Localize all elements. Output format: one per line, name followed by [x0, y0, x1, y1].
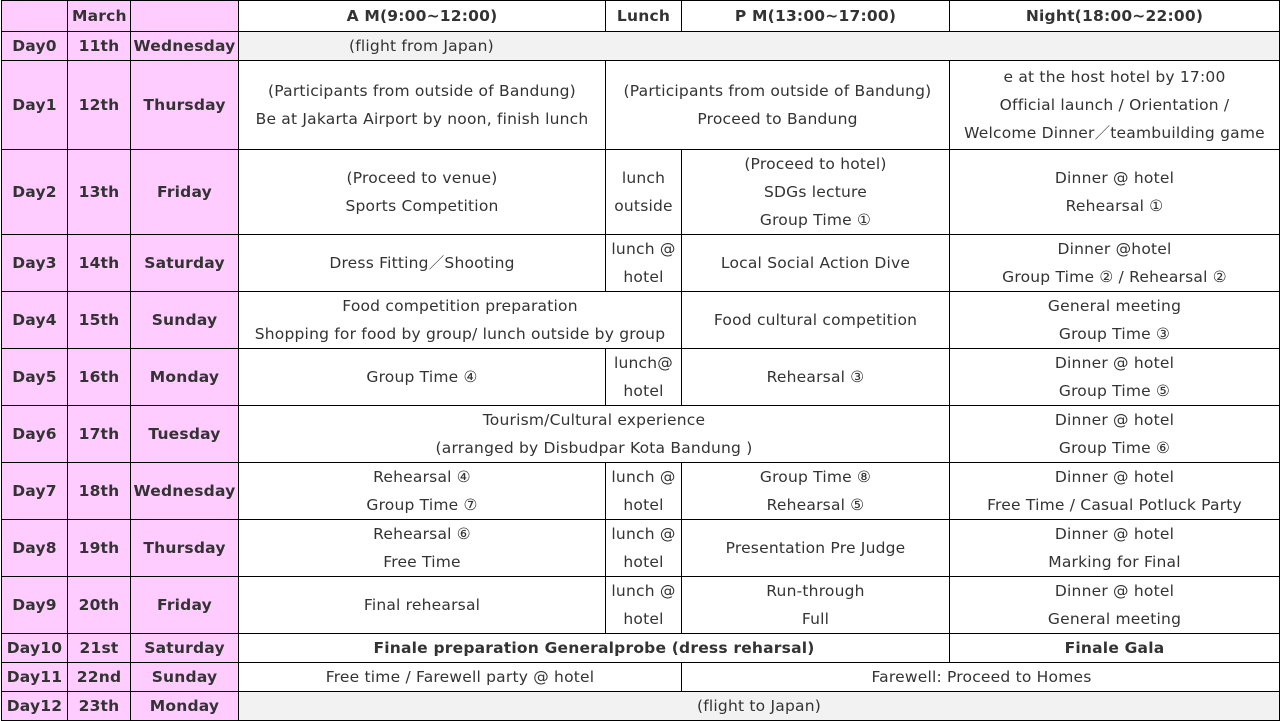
weekday-label: Thursday	[131, 61, 239, 150]
day5-lunch: lunch@ hotel	[606, 349, 682, 406]
day9-lunch: lunch @ hotel	[606, 577, 682, 634]
day11-am-lunch: Free time / Farewell party @ hotel	[239, 663, 682, 692]
schedule-row-day9	[2, 577, 1280, 634]
day7-night: Dinner @ hotel Free Time / Casual Potluck Party	[950, 463, 1280, 520]
schedule-row-day6	[2, 406, 1280, 463]
day4-pm: Food cultural competition	[682, 292, 950, 349]
weekday-label: Wednesday	[131, 463, 239, 520]
day8-am: Rehearsal ⑥ Free Time	[239, 520, 606, 577]
schedule-row-day4	[2, 292, 1280, 349]
day1-lunch-pm: (Participants from outside of Bandung) Proceed to Bandung	[606, 61, 950, 150]
day-label: Day11	[2, 663, 68, 692]
day6-daytime: Tourism/Cultural experience (arranged by Disbudpar Kota Bandung )	[239, 406, 950, 463]
weekday-label: Saturday	[131, 634, 239, 663]
schedule-row-day7	[2, 463, 1280, 520]
date-label: 16th	[68, 349, 131, 406]
schedule-row-day10	[2, 634, 1280, 663]
date-label: 11th	[68, 32, 131, 61]
header-weekday-cell	[131, 1, 239, 32]
day-label: Day9	[2, 577, 68, 634]
day7-am: Rehearsal ④ Group Time ⑦	[239, 463, 606, 520]
date-label: 22nd	[68, 663, 131, 692]
day7-pm: Group Time ⑧ Rehearsal ⑤	[682, 463, 950, 520]
day8-night: Dinner @ hotel Marking for Final	[950, 520, 1280, 577]
weekday-label: Monday	[131, 692, 239, 721]
day-label: Day2	[2, 150, 68, 235]
day5-am: Group Time ④	[239, 349, 606, 406]
weekday-label: Friday	[131, 577, 239, 634]
day9-am: Final rehearsal	[239, 577, 606, 634]
weekday-label: Sunday	[131, 663, 239, 692]
day2-lunch: lunch outside	[606, 150, 682, 235]
day-label: Day12	[2, 692, 68, 721]
day7-lunch: lunch @ hotel	[606, 463, 682, 520]
day-label: Day7	[2, 463, 68, 520]
header-pm: P M(13:00~17:00)	[682, 1, 950, 32]
day-label: Day3	[2, 235, 68, 292]
day6-night: Dinner @ hotel Group Time ⑥	[950, 406, 1280, 463]
day-label: Day0	[2, 32, 68, 61]
date-label: 20th	[68, 577, 131, 634]
day8-lunch: lunch @ hotel	[606, 520, 682, 577]
day2-night: Dinner @ hotel Rehearsal ①	[950, 150, 1280, 235]
date-label: 17th	[68, 406, 131, 463]
day2-am: (Proceed to venue) Sports Competition	[239, 150, 606, 235]
day0-activity: (flight from Japan)	[239, 32, 1280, 61]
day5-night: Dinner @ hotel Group Time ⑤	[950, 349, 1280, 406]
schedule-row-day3	[2, 235, 1280, 292]
date-label: 19th	[68, 520, 131, 577]
weekday-label: Thursday	[131, 520, 239, 577]
date-label: 15th	[68, 292, 131, 349]
day-label: Day5	[2, 349, 68, 406]
date-label: 14th	[68, 235, 131, 292]
schedule-row-day0	[2, 32, 1280, 61]
day12-activity: (flight to Japan)	[239, 692, 1280, 721]
weekday-label: Friday	[131, 150, 239, 235]
day-label: Day1	[2, 61, 68, 150]
day10-night: Finale Gala	[950, 634, 1280, 663]
schedule-row-day8	[2, 520, 1280, 577]
header-day-cell	[2, 1, 68, 32]
schedule-row-day12	[2, 692, 1280, 721]
header-row	[2, 1, 1280, 32]
weekday-label: Saturday	[131, 235, 239, 292]
day2-pm: (Proceed to hotel) SDGs lecture Group Time ①	[682, 150, 950, 235]
day-label: Day6	[2, 406, 68, 463]
day1-night: e at the host hotel by 17:00 Official launch / Orientation / Welcome Dinner／teambuilding game	[950, 61, 1280, 150]
weekday-label: Wednesday	[131, 32, 239, 61]
schedule-row-day1	[2, 61, 1280, 150]
schedule-row-day5	[2, 349, 1280, 406]
weekday-label: Monday	[131, 349, 239, 406]
day11-pm-night: Farewell: Proceed to Homes	[682, 663, 1280, 692]
date-label: 12th	[68, 61, 131, 150]
day10-daytime: Finale preparation Generalprobe (dress reharsal)	[239, 634, 950, 663]
header-night: Night(18:00~22:00)	[950, 1, 1280, 32]
day3-lunch: lunch @ hotel	[606, 235, 682, 292]
header-month: March	[68, 1, 131, 32]
schedule-table	[1, 0, 1280, 721]
header-lunch: Lunch	[606, 1, 682, 32]
day3-night: Dinner @hotel Group Time ② / Rehearsal ②	[950, 235, 1280, 292]
schedule-row-day2	[2, 150, 1280, 235]
day8-pm: Presentation Pre Judge	[682, 520, 950, 577]
day4-am-lunch: Food competition preparation Shopping for food by group/ lunch outside by group	[239, 292, 682, 349]
day9-night: Dinner @ hotel General meeting	[950, 577, 1280, 634]
day4-night: General meeting Group Time ③	[950, 292, 1280, 349]
date-label: 21st	[68, 634, 131, 663]
day-label: Day8	[2, 520, 68, 577]
day5-pm: Rehearsal ③	[682, 349, 950, 406]
weekday-label: Tuesday	[131, 406, 239, 463]
day1-am: (Participants from outside of Bandung) Be at Jakarta Airport by noon, finish lunch	[239, 61, 606, 150]
schedule-row-day11	[2, 663, 1280, 692]
date-label: 18th	[68, 463, 131, 520]
date-label: 23th	[68, 692, 131, 721]
header-am: A M(9:00~12:00)	[239, 1, 606, 32]
day9-pm: Run-through Full	[682, 577, 950, 634]
date-label: 13th	[68, 150, 131, 235]
day3-pm: Local Social Action Dive	[682, 235, 950, 292]
day-label: Day10	[2, 634, 68, 663]
weekday-label: Sunday	[131, 292, 239, 349]
day-label: Day4	[2, 292, 68, 349]
day3-am: Dress Fitting／Shooting	[239, 235, 606, 292]
